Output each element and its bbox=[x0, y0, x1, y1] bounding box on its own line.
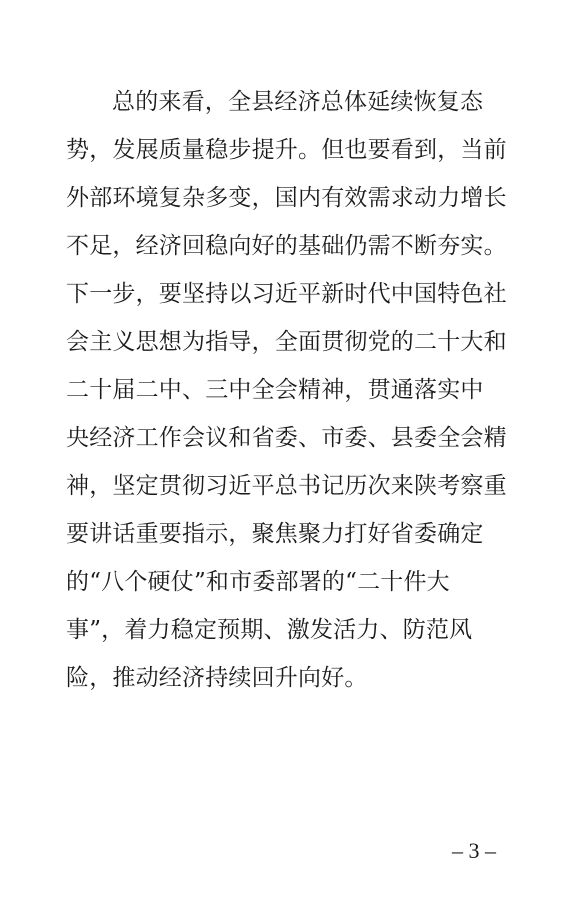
paragraph-line: 险，推动经济持续回升向好。 bbox=[66, 665, 368, 691]
paragraph-line: 不足，经济回稳向好的基础仍需不断夯实。 bbox=[66, 233, 507, 259]
body-paragraph bbox=[66, 78, 506, 702]
paragraph-line: 总的来看，全县经济总体延续恢复态 bbox=[112, 89, 484, 115]
paragraph-line: 的“八个硬仗”和市委部署的“二十件大 bbox=[66, 569, 450, 595]
paragraph-line: 外部环境复杂多变，国内有效需求动力增长 bbox=[66, 185, 507, 211]
paragraph-line: 二十届二中、三中全会精神，贯通落实中 bbox=[66, 377, 484, 403]
paragraph-line: 央经济工作会议和省委、市委、县委全会精 bbox=[66, 425, 507, 451]
paragraph-line: 事”，着力稳定预期、激发活力、防范风 bbox=[66, 617, 473, 643]
paragraph-line: 势，发展质量稳步提升。但也要看到，当前 bbox=[66, 137, 507, 163]
paragraph-line: 下一步，要坚持以习近平新时代中国特色社 bbox=[66, 281, 507, 307]
paragraph-line: 要讲话重要指示，聚焦聚力打好省委确定 bbox=[66, 521, 484, 547]
paragraph-line: 会主义思想为指导，全面贯彻党的二十大和 bbox=[66, 329, 507, 355]
paragraph-line: 神，坚定贯彻习近平总书记历次来陕考察重 bbox=[66, 473, 507, 499]
page-number: – 3 – bbox=[452, 838, 496, 863]
